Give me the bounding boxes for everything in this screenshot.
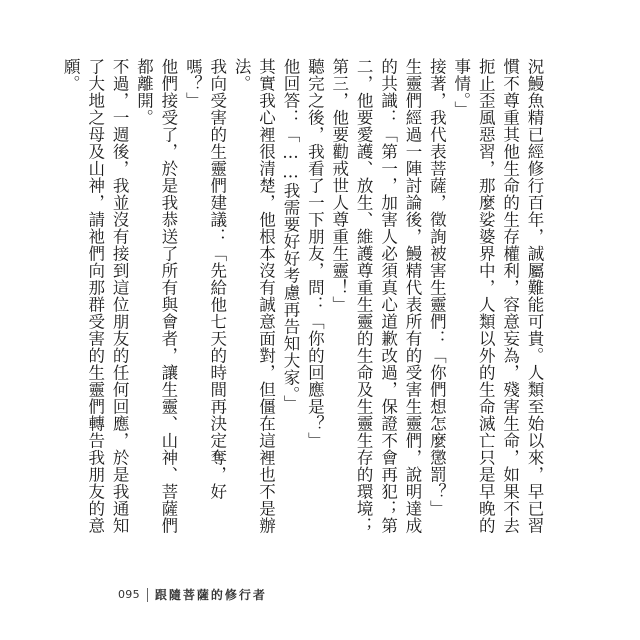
body-text xyxy=(61,58,546,534)
paragraph: 接著，我代表菩薩，徵詢被害生靈們：「你們想怎麼懲罰？」 xyxy=(427,58,447,517)
paragraph: 生靈們經過一陣討論後，鰻精代表所有的受害生靈們，說明達成的共識：「第一，加害人必須真心道歉改過，保證不會再犯；第二，他要愛護、放生、維護尊重生靈的生命及生靈生存的環境；第三，他要勸戒世人尊重生靈！」 xyxy=(329,58,422,534)
paragraph: 況鰻魚精已經修行百年，誠屬難能可貴。人類至始以來，早已習慣不尊重其他生命的生存權利，容意妄為，殘害生命，如果不去扼止歪風惡習，那麼娑婆界中，人類以外的生命滅亡只是早晚的事情。」 xyxy=(451,58,544,534)
page-footer xyxy=(118,586,267,603)
paragraph: 他們接受了，於是我恭送了所有與會者，讓生靈、山神、菩薩們都離開。 xyxy=(134,58,178,534)
paragraph: 不過，一週後，我並沒有接到這位朋友的任何回應，於是我通知了大地之母及山神，請祂們向那群受害的生靈們轉告我朋友的意願。 xyxy=(61,58,130,534)
paragraph: 我向受害的生靈們建議：「先給他七天的時間再決定奪，好嗎？」 xyxy=(183,58,227,500)
page-number: 095 xyxy=(118,588,140,601)
paragraph: 其實我心裡很清楚，他根本沒有誠意面對，但僵在這裡也不是辦法。 xyxy=(232,58,276,534)
paragraph: 他回答：「……我需要好好考慮再告知大家。」 xyxy=(280,58,300,412)
footer-divider xyxy=(147,588,148,602)
running-title: 跟隨菩薩的修行者 xyxy=(154,588,267,602)
paragraph: 聽完之後，我看了一下朋友，問：「你的回應是？」 xyxy=(305,58,325,449)
